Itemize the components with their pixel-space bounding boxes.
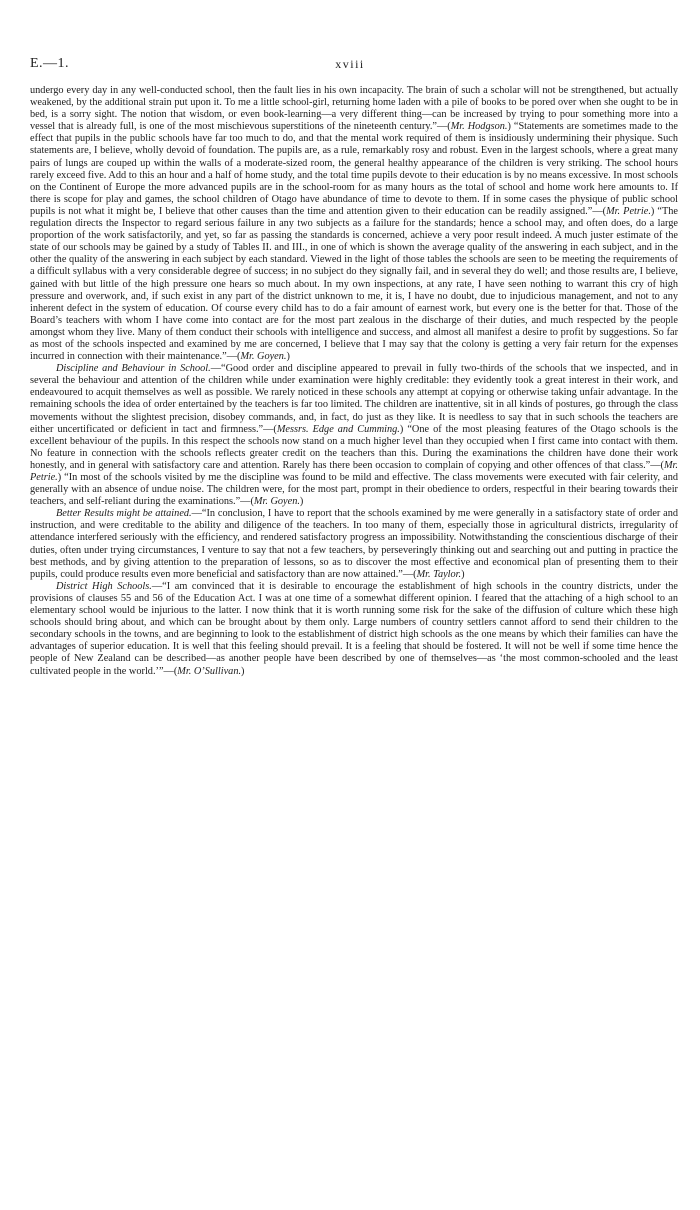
text-run: ) “One of the most pleasing features of the Otago schools is the excellent behaviour of the pupils. In this respect the schools now stand on a much higher level than they occupied when I first came into contact with them. No feature in connection with the schools reflects greater credit on the teachers than this. During the examinations the children have done their work honestly, and in general with satisfactory care and attention. Rarely has there been occasion to complain of copying and other offences of that class.”—( <box>30 423 678 471</box>
text-run: —“In conclusion, I have to report that the schools examined by me were generally in a satisfactory state of order and instruction, and were creditable to the ability and diligence of the teachers. In too many of them, especially those in agricultural districts, irregularity of attendance interfered seriously with the efficiency, and rendered satisfactory progress an impossibility. Notwithstanding the conscientious discharge of their duties, often under trying circumstances, I venture to say that not a few teachers, by perseveringly thinking out and searching out and putting in practice the best methods, and by giving attention to the preparation of lessons, so as to discover the most effective and economical plan of presenting them to their pupils, could produce results even more beneficial and satisfactory than are now attained.”—( <box>30 508 678 580</box>
text-run: —“I am convinced that it is desirable to encourage the establishment of high schools in the country districts, under the provisions of clauses 55 and 56 of the Education Act. I was at one time of a somewhat different opinion. I feared that the attaching of a high school to an elementary school would be injurious to the latter. I now think that it is worth running some risk for the sake of the diffusion of culture which these high schools should bring about, and which can be brought about by them only. Large numbers of country settlers cannot afford to send their children to the secondary schools in the towns, and are beginning to look to the establishment of district high schools as the one means by which their families can have the advantages of superior education. It is well that this feeling should prevail. It is a feeling that should be fostered. It will not be well if some time hence the people of New Zealand can be described—as another people have been described by one of themselves—as ‘the most common-schooled and the least cultivated people in the world.’”—( <box>30 580 679 677</box>
section-heading: District High Schools. <box>56 580 152 592</box>
attribution: Mr. Goyen. <box>240 351 287 363</box>
document-reference: E.—1. <box>30 56 70 71</box>
text-run: ) “Statements are sometimes made to the effect that pupils in the public schools have far too much to do, and that the mental work required of them is insidiously undermining their physique. Such statements are, I believe, wholly devoid of foundation. The pupils are, as a rule, remarkably rosy and robust. Even in the largest schools, where a great many pairs of lungs are couped up within the walls of a moderate-sized room, the general healthy appearance of the children is very striking. The school hours rarely exceed five. Add to this an hour and a half of home study, and the total time pupils devote to their education is by no means excessive. In most schools on the Continent of Europe the more advanced pupils are in the school-room for as many hours as the total of school and home work here amounts to. If there is scope for play and games, the school children of Otago have abundance of time to devote to them. If in some cases the physique of public school pupils is not what it might be, I believe that other causes than the time and attention given to their education can be readily assigned.”—( <box>30 121 678 217</box>
text-run: ) <box>461 568 465 580</box>
text-run: ) “In most of the schools visited by me the discipline was found to be mild and effective. The class movements were executed with fair celerity, and generally with an absence of undue noise. The children were, for the most part, prompt in their obedience to orders, respectful in their bearing towards their teachers, and self-reliant during the examinations.”—( <box>30 472 678 508</box>
paragraph-high-pressure <box>30 85 678 363</box>
page-header <box>30 56 670 76</box>
text-run: ) <box>299 496 304 508</box>
text-run: ) <box>241 665 245 677</box>
attribution: Mr. Taylor. <box>416 568 462 580</box>
report-body <box>30 85 678 678</box>
page-number: xviii <box>335 57 365 71</box>
paragraph-discipline <box>30 363 678 508</box>
paragraph-better-results <box>30 508 678 581</box>
text-run: undergo every day in any well-conducted school, then the fault lies in his own incapacity. The brain of such a scholar will not be strengthened, but actually weakened, by the additional strain put upon it. To me a little school-girl, returning home laden with a pile of books to be pored over when she ought to be in bed, is a sorry sight. The notion that wisdom, or even book-learning—a very different thing—can be increased by trying to pour something more into a vessel that is already full, is one of the most mischievous superstitions of the nineteenth century.”—( <box>30 85 678 133</box>
section-heading: Discipline and Behaviour in School. <box>56 363 211 375</box>
text-run: ) <box>286 351 290 363</box>
attribution: Mr. Petrie. <box>30 459 678 483</box>
attribution: Mr. Petrie. <box>606 205 651 217</box>
attribution: Mr. Goyen. <box>253 496 300 508</box>
attribution: Mr. O’Sullivan. <box>177 665 242 677</box>
attribution: Messrs. Edge and Cumming. <box>276 423 400 435</box>
text-run: ) “The regulation directs the Inspector to regard serious failure in any two subjects as a failure for the standards; hence a school may, and often does, do a large proportion of the work satisfactorily, and yet, so far as passing the standards is concerned, achieve a very poor result indeed. A much juster estimate of the state of our schools may be gained by a study of Tables II. and III., in one of which is shown the average quality of the answering in each subject, and in the other the quality of the answering in each subject by each standard. Viewed in the light of those tables the schools are seen to be meeting the requirements of a difficult syllabus with a very considerable degree of success; in no subject do they signally fail, and in several they do well; and those results are, I believe, gained with but little of the high pressure one hears so much about. In my own inspections, at any rate, I have seen nothing to warrant this cry of high pressure and overwork, and, if such exist in any part of the district unknown to me, it is, I have no doubt, due to injudicious management, and not to any inherent defect in the system of education. Of course every child has to do a fair amount of earnest work, but every one is the better for that. Those of the Board’s teachers with whom I have come into contact are for the most part zealous in the discharge of their duties, and much respected by the people amongst whom they live. Many of them conduct their schools with intelligence and success, and almost all manifest a desire to profit by suggestions. So far as most of the schools inspected and examined by me are concerned, I believe that I may say that the colony is getting a very fair return for the expenses incurred in connection with their maintenance.”—( <box>30 205 678 363</box>
text-run: —“Good order and discipline appeared to prevail in fully two-thirds of the schools that we inspected, and in several the behaviour and attention of the children while under examination were highly creditable: they evidently took a great interest in their work, and endeavoured to acquit themselves as well as possible. We rarely noticed in these schools any attempt at copying or otherwise taking unfair advantage. In the remaining schools the idea of order entertained by the teachers is far too limited. The children are inattentive, sit in all kinds of postures, go through the class movements without the slightest precision, disobey commands, and, in fact, do just as they like. It is needless to say that in such schools the teachers are either uncertificated or deficient in tact and firmness.”—( <box>30 363 678 435</box>
paragraph-district-high-schools <box>30 581 678 678</box>
section-heading: Better Results might be attained. <box>56 508 192 520</box>
attribution: Mr. Hodgson. <box>450 121 508 133</box>
